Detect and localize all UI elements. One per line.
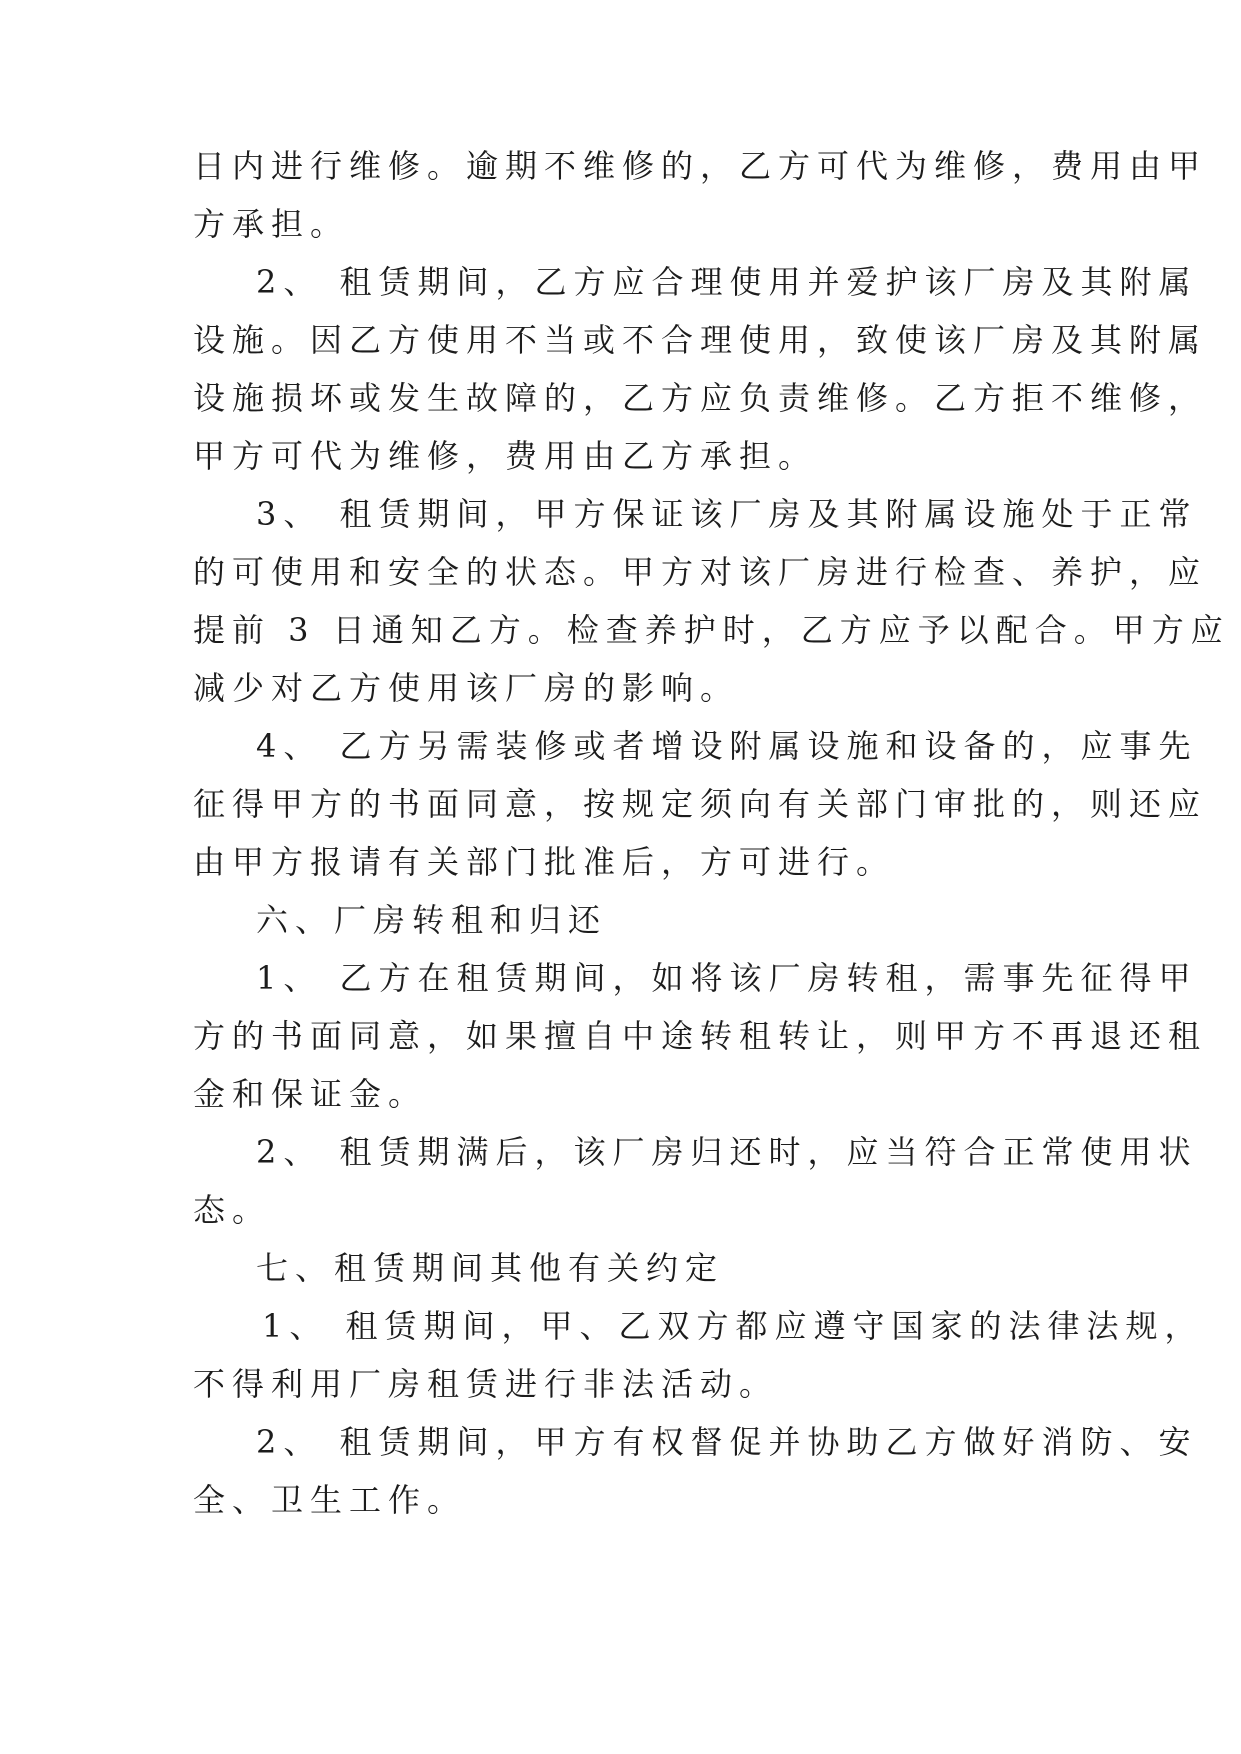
- text-line: 方承担。: [193, 205, 350, 243]
- text-line: 态。: [193, 1191, 272, 1229]
- text-line: 全、卫生工作。: [193, 1481, 467, 1519]
- text-line: 由甲方报请有关部门批准后，方可进行。: [193, 843, 896, 881]
- text-line: 设施。因乙方使用不当或不合理使用，致使该厂房及其附属: [193, 321, 1208, 359]
- text-line: 2、 租赁期间，乙方应合理使用并爱护该厂房及其附属: [256, 263, 1198, 301]
- section-heading: 六、厂房转租和归还: [256, 901, 608, 939]
- text-line: 减少对乙方使用该厂房的影响。: [193, 669, 740, 707]
- text-line: 3、 租赁期间，甲方保证该厂房及其附属设施处于正常: [256, 495, 1198, 533]
- text-line: 设施损坏或发生故障的，乙方应负责维修。乙方拒不维修，: [193, 379, 1208, 417]
- text-line: 金和保证金。: [193, 1075, 428, 1113]
- text-line: 不得利用厂房租赁进行非法活动。: [193, 1365, 779, 1403]
- text-line: 1、 租赁期间，甲、乙双方都应遵守国家的法律法规，: [262, 1307, 1204, 1345]
- text-line: 1、 乙方在租赁期间，如将该厂房转租，需事先征得甲: [256, 959, 1198, 997]
- text-line: 征得甲方的书面同意，按规定须向有关部门审批的，则还应: [193, 785, 1208, 823]
- text-line: 提前 3 日通知乙方。检查养护时，乙方应予以配合。甲方应: [193, 611, 1230, 649]
- text-line: 4、 乙方另需装修或者增设附属设施和设备的，应事先: [256, 727, 1198, 765]
- text-line: 方的书面同意，如果擅自中途转租转让，则甲方不再退还租: [193, 1017, 1208, 1055]
- section-heading: 七、租赁期间其他有关约定: [256, 1249, 725, 1287]
- text-line: 2、 租赁期间，甲方有权督促并协助乙方做好消防、安: [256, 1423, 1198, 1461]
- text-line: 日内进行维修。逾期不维修的，乙方可代为维修，费用由甲: [193, 147, 1208, 185]
- text-line: 2、 租赁期满后，该厂房归还时，应当符合正常使用状: [256, 1133, 1198, 1171]
- text-line: 甲方可代为维修，费用由乙方承担。: [193, 437, 818, 475]
- text-line: 的可使用和安全的状态。甲方对该厂房进行检查、养护，应: [193, 553, 1208, 591]
